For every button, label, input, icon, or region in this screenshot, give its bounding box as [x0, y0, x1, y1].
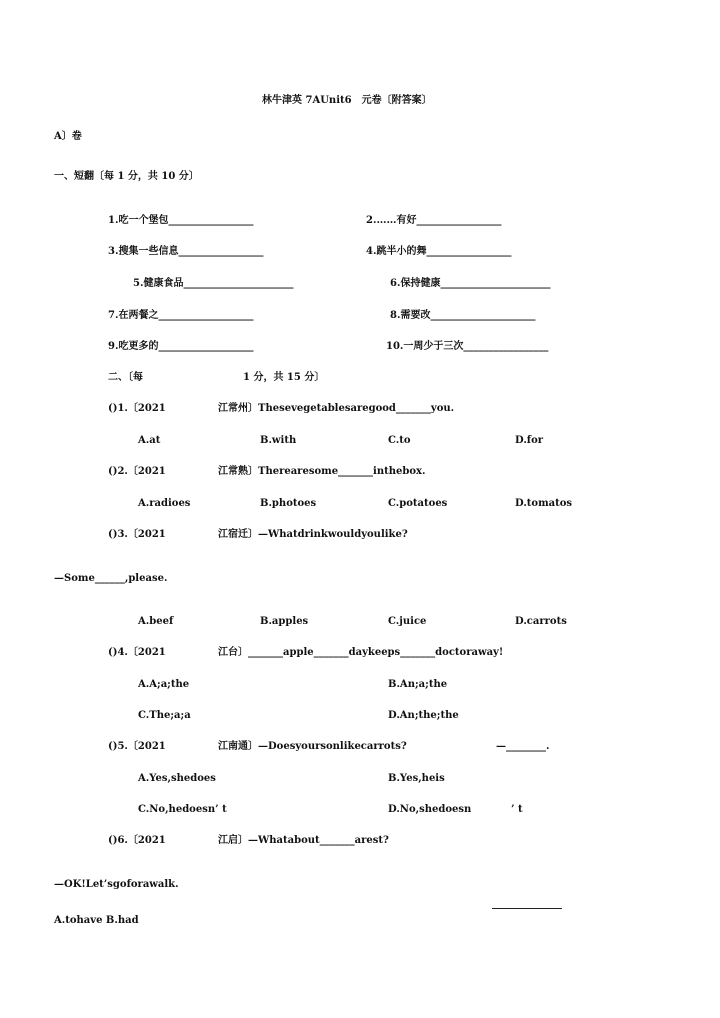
section2-heading-score: 1 分，共 15 分〕: [243, 372, 325, 383]
section1-heading: 一、短翻〔每 1 分，共 10 分〕: [54, 171, 199, 182]
question-number: ()4.〔2021: [108, 647, 166, 658]
question-text: 江宿迁〕—Whatdrinkwouldyoulike?: [218, 529, 408, 540]
translation-item: 6.保持健康______________________: [390, 278, 551, 289]
option: C.to: [388, 435, 411, 446]
translation-item: 1.吃一个堡包_________________: [108, 215, 254, 226]
translation-item: 9.吃更多的___________________: [108, 341, 254, 352]
option: A.A;a;the: [138, 679, 190, 690]
option: A.radioes: [138, 498, 191, 509]
option: D.carrots: [515, 616, 567, 627]
question-number: ()5.〔2021: [108, 741, 166, 752]
question-number: ()6.〔2021: [108, 835, 166, 846]
option: B.photoes: [260, 498, 317, 509]
translation-item: 5.健康食品______________________: [133, 278, 294, 289]
blank-line: [492, 908, 562, 909]
paper-a-label: A〕卷: [54, 131, 82, 142]
translation-item: 10.一周少于三次_________________: [386, 341, 549, 352]
option: A.Yes,shedoes: [138, 773, 216, 784]
option: D.for: [515, 435, 544, 446]
question-text: 江台〕_______apple_______daykeeps_______doctoraway!: [218, 647, 504, 658]
answer-line: —OK!Let’sgoforawalk.: [54, 879, 179, 890]
answer-line: —Some______,please.: [54, 573, 168, 584]
question-number: ()3.〔2021: [108, 529, 166, 540]
option: C.potatoes: [388, 498, 448, 509]
option: A.at: [138, 435, 161, 446]
question-text: 江常熟〕Therearesome_______inthebox.: [218, 466, 426, 477]
translation-item: 7.在两餐之___________________: [108, 310, 254, 321]
option: B.An;a;the: [388, 679, 448, 690]
option: D.tomatos: [515, 498, 573, 509]
section2-heading: 二、〔每: [108, 372, 143, 383]
question-text: 江启〕—Whatabout_______arest?: [218, 835, 389, 846]
translation-item: 3.搜集一些信息_________________: [108, 246, 264, 257]
option: C.The;a;a: [138, 710, 191, 721]
option-suffix: ’ t: [511, 804, 523, 815]
reply-blank: —________.: [496, 741, 550, 752]
option: B.apples: [260, 616, 309, 627]
option: D.No,shedoesn: [388, 804, 472, 815]
translation-item: 4.跳半小的舞_________________: [366, 246, 512, 257]
translation-item: 2.……有好_________________: [366, 215, 502, 226]
option: B.with: [260, 435, 297, 446]
question-text: 江南通〕—Doesyoursonlikecarrots?: [218, 741, 407, 752]
question-text: 江常州〕Thesevegetablesaregood_______you.: [218, 403, 455, 414]
translation-item: 8.需要改_____________________: [390, 310, 536, 321]
question-number: ()2.〔2021: [108, 466, 166, 477]
option: C.No,hedoesn’ t: [138, 804, 227, 815]
question-number: ()1.〔2021: [108, 403, 166, 414]
option: D.An;the;the: [388, 710, 459, 721]
option: A.beef: [138, 616, 174, 627]
option: B.Yes,heis: [388, 773, 445, 784]
option: C.juice: [388, 616, 427, 627]
page-title: 林牛津英 7AUnit6 元卷〔附答案〕: [262, 95, 432, 106]
options-line: A.tohave B.had: [54, 915, 139, 926]
